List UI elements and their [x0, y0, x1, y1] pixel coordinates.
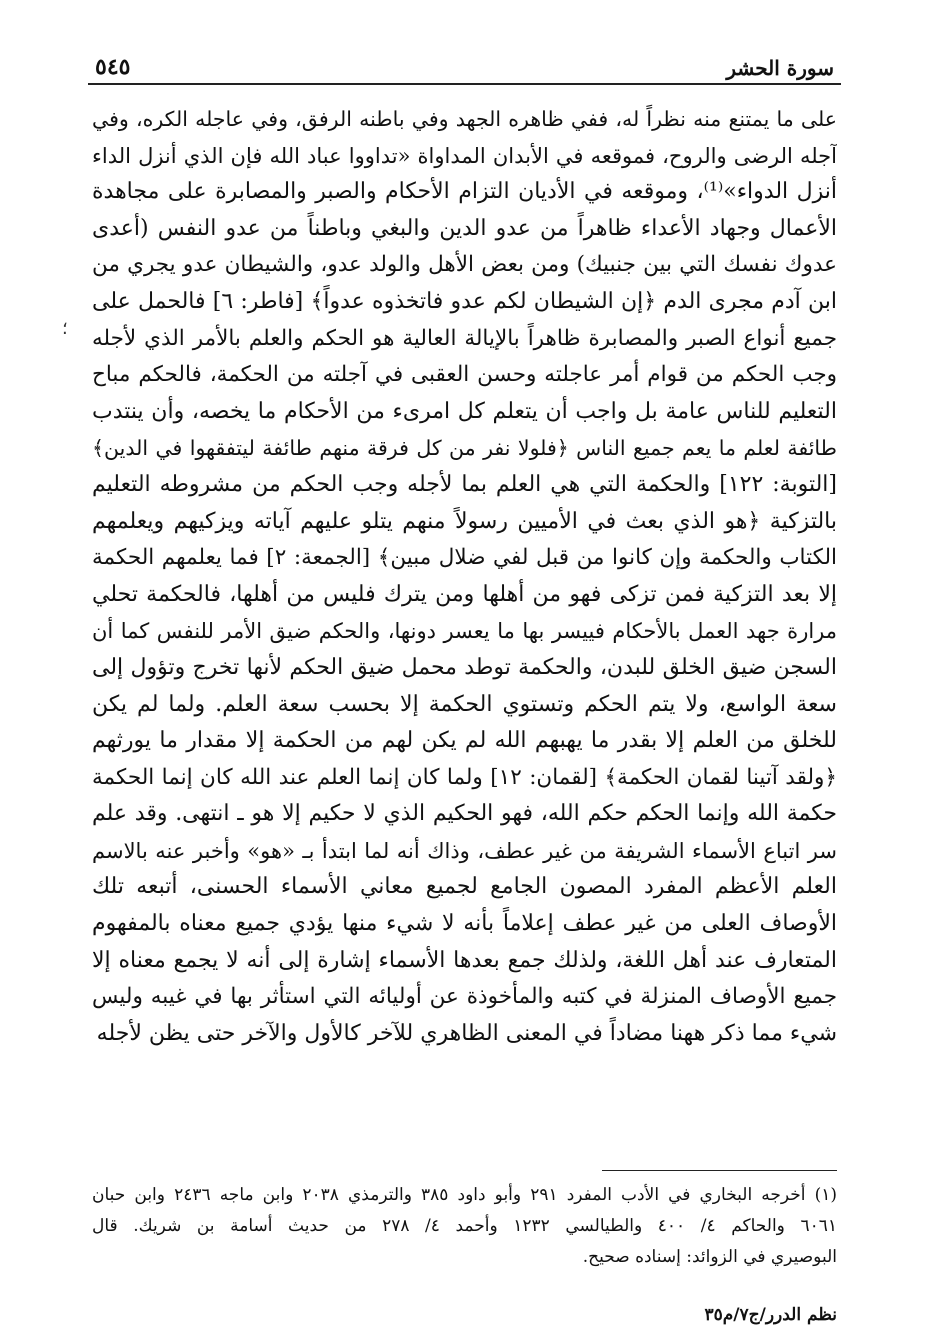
- text-line: للخلق من العلم إلا بقدر ما يهبهم الله لم يكن لهم من الحكمة إلا مقدار ما يورثهم: [92, 728, 837, 754]
- volume-signature: نظم الدرر/ج٧/م٣٥: [704, 1305, 837, 1325]
- text-line: مرارة جهد العمل بالأحكام فييسر بها ما يعسر دونها، والحكم ضيق الأمر للنفس كما أن: [92, 619, 837, 644]
- text-line: عدوك نفسك التي بين جنبيك) ومن بعض الأهل والولد عدو، والشيطان عدو يجري من: [92, 252, 837, 278]
- header-rule: [88, 83, 841, 85]
- footnote-line: البوصيري في الزوائد: إسناده صحيح.: [582, 1247, 837, 1267]
- text-line: حكمة الله وإنما الحكم حكم الله، فهو الحكيم الذي لا حكيم إلا هو ـ انتهى. وقد علم: [92, 801, 837, 827]
- text-line: ابن آدم مجرى الدم ﴿إن الشيطان لكم عدو فاتخذوه عدواً﴾ [فاطر: ٦] فالحمل على: [92, 288, 837, 314]
- text-line: الأعمال وجهاد الأعداء ظاهراً من عدو الدين والبغي وباطناً من عدو النفس (أعدى: [92, 215, 837, 241]
- text-line: الكتاب والحكمة وإن كانوا من قبل لفي ضلال مبين﴾ [الجمعة: ٢] فما يعلمهم الحكمة: [92, 545, 837, 571]
- text-line: طائفة لعلم ما يعم جميع الناس ﴿فلولا نفر من كل فرقة منهم طائفة ليتفقهوا في الدين﴾: [92, 436, 837, 461]
- text-line: آجله الرضى والروح، فموقعه في الأبدان المداواة «تداووا عباد الله فإن الذي أنزل الداء: [92, 143, 837, 168]
- text-line: سعة الواسع، ولا يتم الحكم وتستوي الحكمة إلا بحسب سعة العلم. ولما لم يكن: [92, 691, 837, 717]
- text-line: شيء مما ذكر ههنا مضاداً في المعنى الظاهري للآخر كالأول والآخر حتى يظن لأجله: [96, 1020, 837, 1046]
- page-number: ٥٤٥: [95, 54, 131, 80]
- text-line: ﴿ولقد آتينا لقمان الحكمة﴾ [لقمان: ١٢] ولما كان إنما العلم عند الله كان إنما الحكمة: [92, 764, 837, 790]
- text-line: وجب الحكم من قوام أمر عاجلته وحسن العقبى في آجلته من الحكمة، فالحكم مباح: [92, 362, 837, 388]
- text-line: الأوصاف العلى من غير عطف إعلاماً بأنه لا شيء منها يؤدي جميع معناه بالمفهوم: [92, 911, 837, 937]
- footnote-rule: [602, 1170, 837, 1171]
- text-line: بالتزكية ﴿هو الذي بعث في الأميين رسولاً منهم يتلو عليهم آياته ويزكيهم ويعلمهم: [92, 508, 837, 534]
- text-line: السجن ضيق الخلق للبدن، والحكمة توطد محمل ضيق الحكم لأنها تخرج وتؤول إلى: [92, 654, 837, 680]
- surah-title: سورة الحشر: [726, 56, 834, 80]
- main-text: [92, 101, 837, 1052]
- text-line: [التوبة: ١٢٢] والحكمة التي هي العلم بما لأجله وجب الحكم من مشروطه التعليم: [92, 471, 837, 497]
- text-line: على ما يمتنع منه نظراً له، ففي ظاهره الجهد وفي باطنه الرفق، وفي عاجله الكره، وفي: [92, 107, 837, 131]
- text-line: التعليم للناس عامة بل واجب أن يتعلم كل امرىء من الأحكام ما يخصه، وأن ينتدب: [92, 398, 837, 424]
- text-line: المتعارف عند أهل اللغة، ولذلك جمع بعدها الأسماء إشارة إلى أنه لا يجمع معناه إلا: [92, 947, 837, 973]
- footnote: [92, 1180, 837, 1273]
- footnote-line: (١) أخرجه البخاري في الأدب المفرد ٢٩١ وأبو داود ٣٨٥ والترمذي ٢٠٣٨ وابن ماجه ٢٤٣٦ وابن حبان: [92, 1185, 837, 1205]
- text-line: جميع الأوصاف المنزلة في كتبه والمأخوذة عن أوليائه التي استأثر بها في غيبه وليس: [92, 984, 837, 1010]
- text-line: إلا بعد التزكية فمن تزكى فهو من أهلها ومن يترك فليس من أهلها، فالحكمة تحلي: [92, 581, 837, 607]
- margin-mark: ؛: [62, 318, 68, 339]
- text-line: سر اتباع الأسماء الشريفة من غير عطف، وذاك أنه لما ابتدأ بـ «هو» وأخبر عنه بالاسم: [92, 838, 837, 863]
- footnote-line: ٦٠٦١ والحاكم ٤/ ٤٠٠ والطيالسي ١٢٣٢ وأحمد ٤/ ٢٧٨ من حديث أسامة بن شريك. قال: [92, 1216, 837, 1236]
- text-line: أنزل الدواء»⁽¹⁾، وموقعه في الأديان التزام الأحكام والصبر والمصابرة على مجاهدة: [92, 179, 837, 205]
- text-line: العلم الأعظم المفرد المصون الجامع لجميع معاني الأسماء الحسنى، أتبعه تلك: [92, 874, 837, 900]
- text-line: جميع أنواع الصبر والمصابرة ظاهراً بالإيالة العالية هو الحكم والعلم بالأمر الذي لأجله: [92, 325, 837, 351]
- page-header: [95, 40, 834, 80]
